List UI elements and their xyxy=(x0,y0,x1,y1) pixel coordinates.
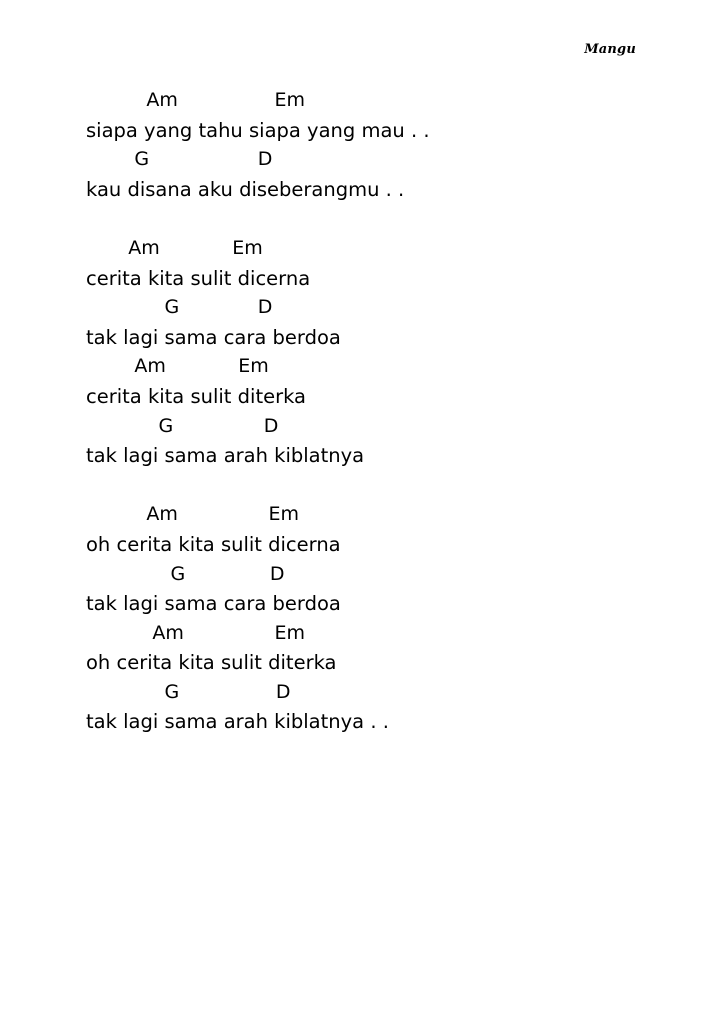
stanza-spacer xyxy=(86,471,646,501)
lyric-line: kau disana aku diseberangmu . . xyxy=(86,177,405,201)
lyric-line: oh cerita kita sulit diterka xyxy=(86,651,337,675)
lyric-line: cerita kita sulit dicerna xyxy=(86,266,311,290)
song-sheet-body xyxy=(86,86,646,737)
lyric-line: tak lagi sama arah kiblatnya xyxy=(86,444,365,468)
stanza-spacer xyxy=(86,204,646,234)
chord-line: Am Em xyxy=(86,355,269,378)
chord-line: Am Em xyxy=(86,503,300,526)
chord-line: Am Em xyxy=(86,621,306,644)
chord-line: G D xyxy=(86,680,291,703)
stanza-2 xyxy=(86,234,646,471)
stanza-1 xyxy=(86,86,646,204)
lyric-line: oh cerita kita sulit dicerna xyxy=(86,532,341,556)
stanza-3 xyxy=(86,500,646,737)
lyric-line: tak lagi sama cara berdoa xyxy=(86,592,341,616)
lyric-line: tak lagi sama cara berdoa xyxy=(86,325,341,349)
chord-line: Am Em xyxy=(86,89,306,111)
lyric-line: tak lagi sama arah kiblatnya . . xyxy=(86,710,389,734)
page-header-title: Mangu xyxy=(584,42,636,57)
lyric-line: siapa yang tahu siapa yang mau . . xyxy=(86,118,430,142)
chord-line: G D xyxy=(86,414,279,437)
chord-line: G D xyxy=(86,562,285,585)
chord-line: G D xyxy=(86,296,273,319)
chord-line: Am Em xyxy=(86,236,263,259)
lyric-line: cerita kita sulit diterka xyxy=(86,384,307,408)
chord-line: G D xyxy=(86,148,273,171)
